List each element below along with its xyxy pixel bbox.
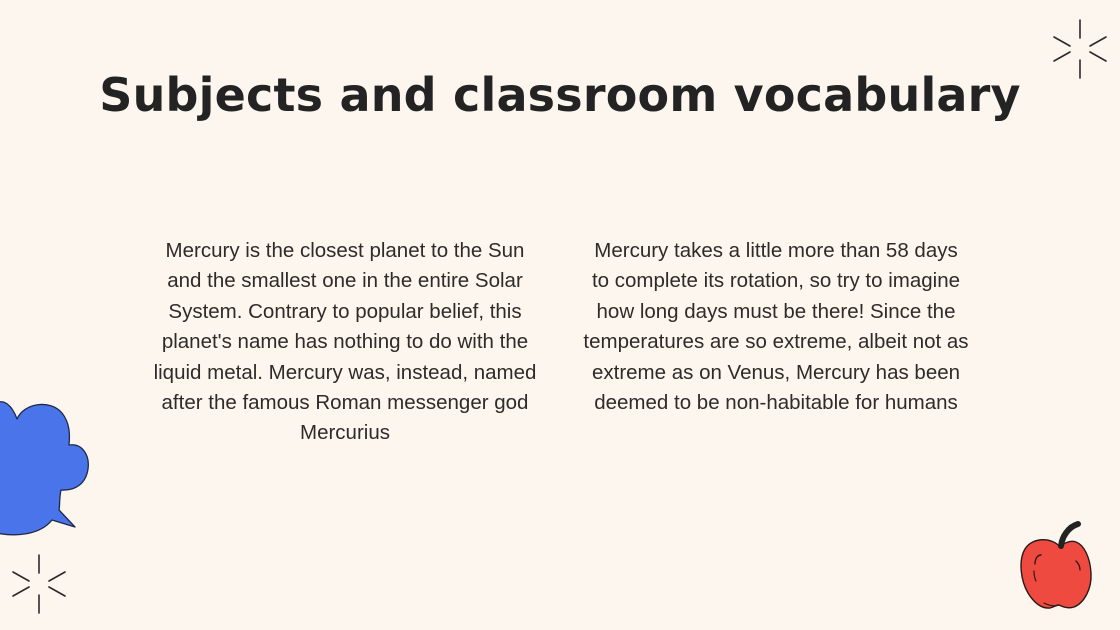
- sparkle-icon: [8, 551, 72, 617]
- text-column-left: Mercury is the closest planet to the Sun and the smallest one in the entire Solar System. Contrary to popular belief, this planet's name has nothing to do with the liquid metal. Mercury was, instead, named after the famous Roman messenger god Mercurius: [153, 239, 537, 445]
- speech-cloud-icon: [0, 395, 100, 545]
- slide-title: Subjects and classroom vocabulary: [99, 68, 1021, 122]
- apple-icon: [1010, 515, 1100, 615]
- sparkle-icon: [1048, 16, 1112, 82]
- text-column-right: Mercury takes a little more than 58 days to complete its rotation, so try to imagine how long days must be there! Since the temperatures are so extreme, albeit not as extreme as on Venus, Mercury has been deemed to be non-habitable for humans: [583, 239, 969, 415]
